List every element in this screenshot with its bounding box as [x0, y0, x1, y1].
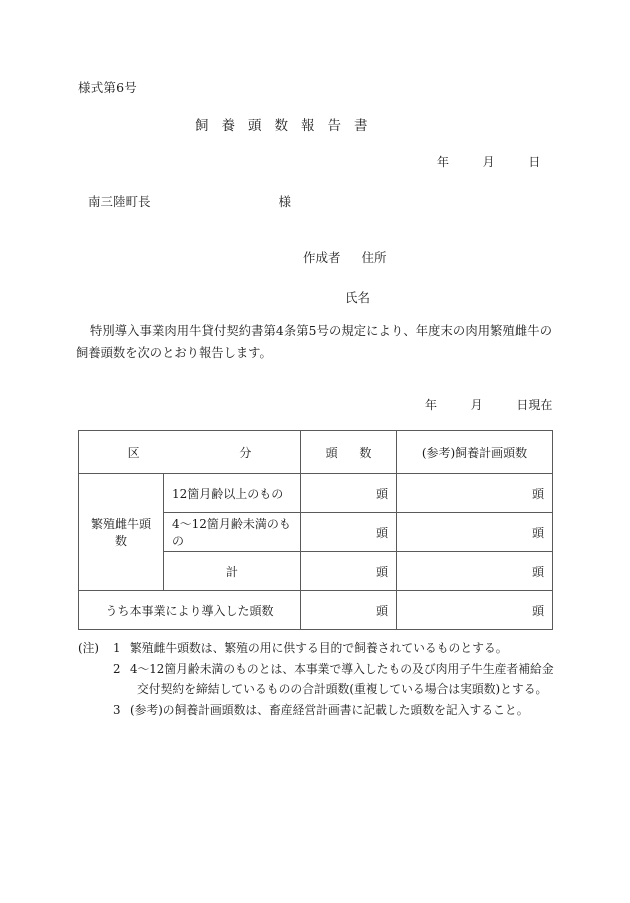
row-reference-unit[interactable]: 頭 [397, 552, 553, 591]
note-number: 2 [113, 661, 121, 676]
group-label-cell: 繁殖雌牛頭数 [79, 474, 164, 591]
note-item-1 [78, 638, 558, 659]
note-item-3 [78, 700, 558, 721]
author-address-label: 住所 [361, 250, 387, 265]
note-number: 1 [113, 641, 121, 655]
asof-day-label: 日現在 [516, 398, 553, 412]
author-address-row [303, 248, 387, 266]
date-month-label: 月 [482, 155, 495, 169]
row-count-unit[interactable]: 頭 [301, 474, 397, 513]
table-header-row [79, 431, 553, 474]
date-day-label: 日 [528, 155, 541, 169]
note-item-2 [78, 659, 558, 680]
row-count-unit[interactable]: 頭 [301, 552, 397, 591]
livestock-report-table [78, 430, 553, 630]
date-line-top [437, 153, 540, 170]
row-reference-unit[interactable]: 頭 [397, 513, 553, 552]
header-category-left: 区 [127, 445, 140, 460]
introduced-reference-unit[interactable]: 頭 [397, 591, 553, 630]
document-title: 飼養頭数報告書 [195, 118, 381, 134]
note-number: 3 [113, 702, 121, 717]
header-count-right: 数 [359, 445, 372, 460]
addressee-honorific: 様 [278, 194, 291, 209]
asof-month-label: 月 [470, 398, 483, 412]
row-reference-unit[interactable]: 頭 [397, 474, 553, 513]
note-text: 繁殖雌牛頭数は、繁殖の用に供する目的で飼養されているものとする。 [130, 641, 508, 655]
header-count-left: 頭 [325, 445, 338, 460]
note-item-2-continuation: 交付契約を締結しているものの合計頭数(重複している場合は実頭数)とする。 [137, 682, 548, 696]
notes-section [78, 638, 558, 720]
addressee-name: 南三陸町長 [88, 194, 151, 209]
notes-label: (注) [78, 641, 100, 655]
table-row [79, 474, 553, 513]
row-count-unit[interactable]: 頭 [301, 513, 397, 552]
author-label: 作成者 [303, 250, 341, 265]
asof-year-label: 年 [425, 398, 438, 412]
header-category [79, 431, 301, 474]
table-row-introduced [79, 591, 553, 630]
as-of-date-line [425, 396, 552, 413]
introduced-count-unit[interactable]: 頭 [301, 591, 397, 630]
header-category-right: 分 [239, 445, 252, 460]
addressee-line [88, 192, 291, 210]
note-text: 4〜12箇月齢未満のものとは、本事業で導入したもの及び肉用子牛生産者補給金 [130, 661, 554, 676]
body-paragraph: 特別導入事業肉用牛貸付契約書第4条第5号の規定により、年度末の肉用繁殖雌牛の飼養頭数を次のとおり報告します。 [76, 324, 552, 360]
form-number-label: 様式第6号 [78, 80, 137, 95]
date-year-label: 年 [437, 155, 450, 169]
note-text: (参考)の飼養計画頭数は、畜産経営計画書に記載した頭数を記入すること。 [130, 702, 529, 717]
header-count [301, 431, 397, 474]
row-subcategory-total: 計 [164, 552, 301, 591]
row-subcategory: 4〜12箇月齢未満のもの [164, 513, 301, 552]
author-name-label: 氏名 [345, 290, 371, 305]
header-reference: (参考)飼養計画頭数 [397, 431, 553, 474]
introduced-label-cell: うち本事業により導入した頭数 [79, 591, 301, 630]
row-subcategory: 12箇月齢以上のもの [164, 474, 301, 513]
